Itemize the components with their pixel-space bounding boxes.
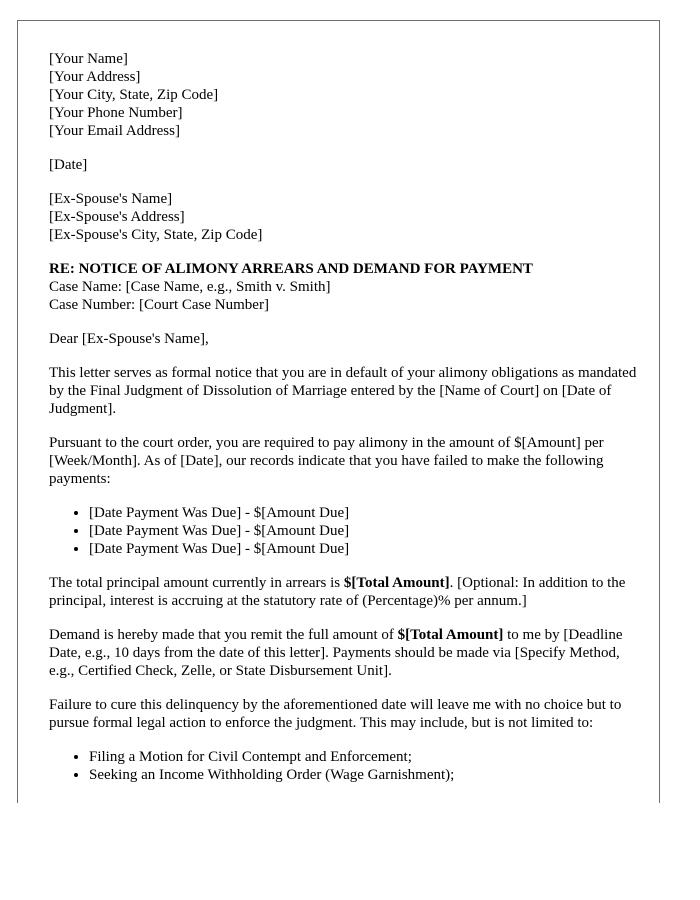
sender-phone: [Your Phone Number]	[49, 105, 183, 121]
case-number: Case Number: [Court Case Number]	[49, 297, 269, 313]
list-item: • [Date Payment Was Due] - $[Amount Due]	[89, 540, 639, 558]
case-name: Case Name: [Case Name, e.g., Smith v. Smith]	[49, 279, 331, 295]
letter-date: [Date]	[49, 157, 88, 173]
demand-total-amount: $[Total Amount]	[397, 627, 504, 643]
payment-obligation-paragraph: Pursuant to the court order, you are required to pay alimony in the amount of $[Amount] per [Week/Month]. As of [Date], our records indicate that you have failed to make the following payments:	[49, 435, 604, 487]
demand-text-before: Demand is hereby made that you remit the full amount of	[49, 627, 398, 643]
arrears-total-amount: $[Total Amount]	[343, 575, 450, 591]
list-item: • Seeking an Income Withholding Order (Wage Garnishment);	[89, 766, 639, 784]
re-subject: RE: NOTICE OF ALIMONY ARREARS AND DEMAND FOR PAYMENT	[49, 261, 533, 277]
sender-city-state-zip: [Your City, State, Zip Code]	[49, 87, 219, 103]
salutation: Dear [Ex-Spouse's Name],	[49, 331, 209, 347]
recipient-city-state-zip: [Ex-Spouse's City, State, Zip Code]	[49, 227, 263, 243]
arrears-text-before: The total principal amount currently in arrears is	[49, 575, 344, 591]
recipient-name: [Ex-Spouse's Name]	[49, 191, 173, 207]
demand-paragraph	[49, 626, 639, 680]
legal-actions-list	[49, 748, 639, 784]
re-block	[49, 260, 639, 314]
demand-text-after: to me by [Deadline Date, e.g., 10 days from the date of this letter]. Payments should be made via [Specify Method, e.g., Certified Check, Zelle, or State Disbursement Unit].	[49, 627, 623, 679]
sender-email: [Your Email Address]	[49, 123, 180, 139]
notice-paragraph: This letter serves as formal notice that you are in default of your alimony obligations as mandated by the Final Judgment of Dissolution of Marriage entered by the [Name of Court] on [Date of Judgment].	[49, 365, 637, 417]
missed-payments-list	[49, 504, 639, 558]
list-item: • [Date Payment Was Due] - $[Amount Due]	[89, 522, 639, 540]
sender-name: [Your Name]	[49, 51, 128, 67]
list-item: • Filing a Motion for Civil Contempt and Enforcement;	[89, 748, 639, 766]
letter-body	[49, 50, 639, 800]
sender-address: [Your Address]	[49, 69, 141, 85]
recipient-address: [Ex-Spouse's Address]	[49, 209, 185, 225]
sender-block	[49, 50, 639, 140]
recipient-block	[49, 190, 639, 244]
consequences-paragraph: Failure to cure this delinquency by the aforementioned date will leave me with no choice but to pursue formal legal action to enforce the judgment. This may include, but is not limited to:	[49, 697, 622, 731]
arrears-text-after: . [Optional: In addition to the principal, interest is accruing at the statutory rate of (Percentage)% per annum.]	[49, 575, 626, 609]
arrears-paragraph	[49, 574, 639, 610]
list-item: • [Date Payment Was Due] - $[Amount Due]	[89, 504, 639, 522]
letter-page	[17, 20, 660, 803]
